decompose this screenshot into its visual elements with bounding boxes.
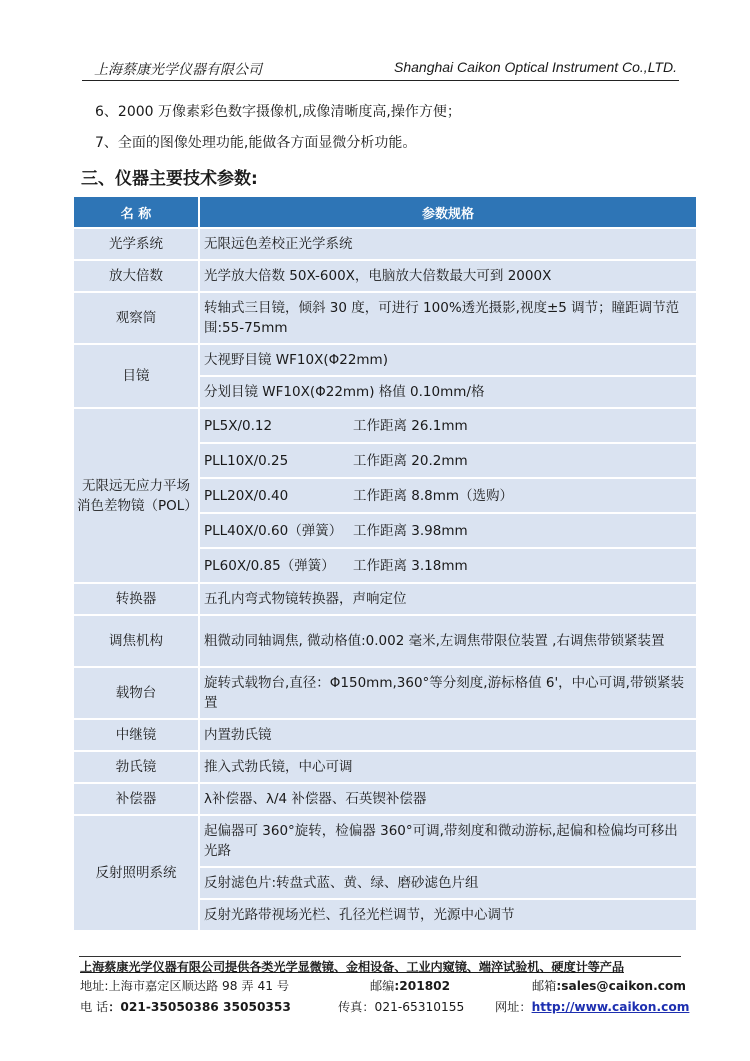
param-name [74, 409, 198, 582]
page-header [82, 54, 679, 81]
table-row [74, 616, 696, 666]
objective-model: PLL40X/0.60（弹簧） [204, 522, 343, 539]
table-row [74, 752, 696, 782]
param-name: 勃氏镜 [74, 752, 198, 782]
working-distance: 工作距离 3.98mm [353, 522, 468, 539]
param-spec: 反射光路带视场光栏、孔径光栏调节，光源中心调节 [200, 900, 696, 930]
param-spec: 五孔内弯式物镜转换器，声响定位 [200, 584, 696, 614]
working-distance: 工作距离 20.2mm [353, 452, 468, 469]
footer-divider [79, 956, 681, 957]
working-distance: 工作距离 3.18mm [353, 557, 468, 574]
param-name: 中继镜 [74, 720, 198, 750]
param-name: 转换器 [74, 584, 198, 614]
fax-label: 传真 [338, 1000, 363, 1014]
fax-value: ：021-65310155 [362, 1000, 465, 1014]
working-distance: 工作距离 26.1mm [353, 417, 468, 434]
spec-table [72, 195, 698, 932]
email-value: :sales@caikon.com [556, 979, 686, 993]
param-name: 光学系统 [74, 229, 198, 259]
fax [338, 998, 464, 1015]
column-header-name: 名 称 [74, 197, 198, 227]
table-row [74, 584, 696, 614]
phone-value: ：021-35050386 35050353 [108, 1000, 291, 1014]
address [80, 977, 289, 994]
website-label: 网址 [495, 1000, 520, 1014]
table-row [74, 293, 696, 343]
param-name: 反射照明系统 [74, 816, 198, 930]
param-spec: 粗微动同轴调焦, 微动格值:0.002 毫米,左调焦带限位装置 ,右调焦带锁紧装置 [200, 616, 696, 666]
table-row [74, 816, 696, 866]
objective-spec [200, 549, 696, 582]
column-header-spec: 参数规格 [200, 197, 696, 227]
param-spec: 起偏器可 360°旋转，检偏器 360°可调,带刻度和微动游标,起偏和检偏均可移出光路 [200, 816, 696, 866]
param-spec: 分划目镜 WF10X(Φ22mm) 格值 0.10mm/格 [200, 377, 696, 407]
table-row [74, 784, 696, 814]
param-spec: 光学放大倍数 50X-600X，电脑放大倍数最大可到 2000X [200, 261, 696, 291]
param-name: 载物台 [74, 668, 198, 718]
param-name: 调焦机构 [74, 616, 198, 666]
postcode [370, 977, 450, 994]
objective-model: PLL20X/0.40 [204, 487, 289, 504]
objective-model: PL60X/0.85（弹簧） [204, 557, 335, 574]
phone [80, 998, 291, 1015]
postcode-value: :201802 [394, 979, 451, 993]
objective-model: PLL10X/0.25 [204, 452, 289, 469]
address-label: 地址 [80, 979, 105, 993]
objective-spec [200, 479, 696, 512]
table-row [74, 261, 696, 291]
working-distance: 工作距离 8.8mm（选购） [353, 487, 514, 504]
feature-item: 7、全面的图像处理功能,能做各方面显微分析功能。 [95, 135, 417, 151]
email [532, 977, 686, 994]
postcode-label: 邮编 [370, 979, 395, 993]
param-spec: 推入式勃氏镜，中心可调 [200, 752, 696, 782]
table-row [74, 720, 696, 750]
objective-spec [200, 514, 696, 547]
param-name: 补偿器 [74, 784, 198, 814]
table-row [74, 345, 696, 375]
website: 网址：http://www.caikon.com [495, 1000, 690, 1014]
address-value: :上海市嘉定区顺达路 98 弄 41 号 [104, 979, 290, 993]
objective-spec [200, 444, 696, 477]
footer-products: 上海蔡康光学仪器有限公司提供各类光学显微镜、金相设备、工业内窥镜、端淬试验机、硬度计等产品 [80, 960, 624, 974]
header-company-cn: 上海蔡康光学仪器有限公司 [94, 62, 262, 78]
param-spec: 内置勃氏镜 [200, 720, 696, 750]
table-row [74, 229, 696, 259]
header-company-en: Shanghai Caikon Optical Instrument Co.,LTD. [394, 59, 677, 75]
param-name: 目镜 [74, 345, 198, 407]
email-label: 邮箱 [532, 979, 557, 993]
table-row [74, 409, 696, 442]
feature-item: 6、2000 万像素彩色数字摄像机,成像清晰度高,操作方便； [95, 104, 461, 120]
objective-name: 无限远无应力平场消色差物镜（POL） [77, 477, 198, 514]
objective-model: PL5X/0.12 [204, 417, 273, 434]
phone-label: 电 话 [80, 1000, 109, 1014]
section-title: 三、仪器主要技术参数: [81, 169, 258, 189]
param-name: 放大倍数 [74, 261, 198, 291]
param-spec: λ补偿器、λ/4 补偿器、石英锲补偿器 [200, 784, 696, 814]
param-name: 观察筒 [74, 293, 198, 343]
website-link[interactable]: http://www.caikon.com [531, 1000, 690, 1014]
table-row [74, 668, 696, 718]
param-spec: 旋转式载物台,直径：Φ150mm,360°等分刻度,游标格值 6'，中心可调,带锁紧装置 [200, 668, 696, 718]
param-spec: 转轴式三目镜，倾斜 30 度，可进行 100%透光摄影,视度±5 调节；瞳距调节范围:55-75mm [200, 293, 696, 343]
objective-spec [200, 409, 696, 442]
param-spec: 大视野目镜 WF10X(Φ22mm) [200, 345, 696, 375]
param-spec: 反射滤色片:转盘式蓝、黄、绿、磨砂滤色片组 [200, 868, 696, 898]
param-spec: 无限远色差校正光学系统 [200, 229, 696, 259]
